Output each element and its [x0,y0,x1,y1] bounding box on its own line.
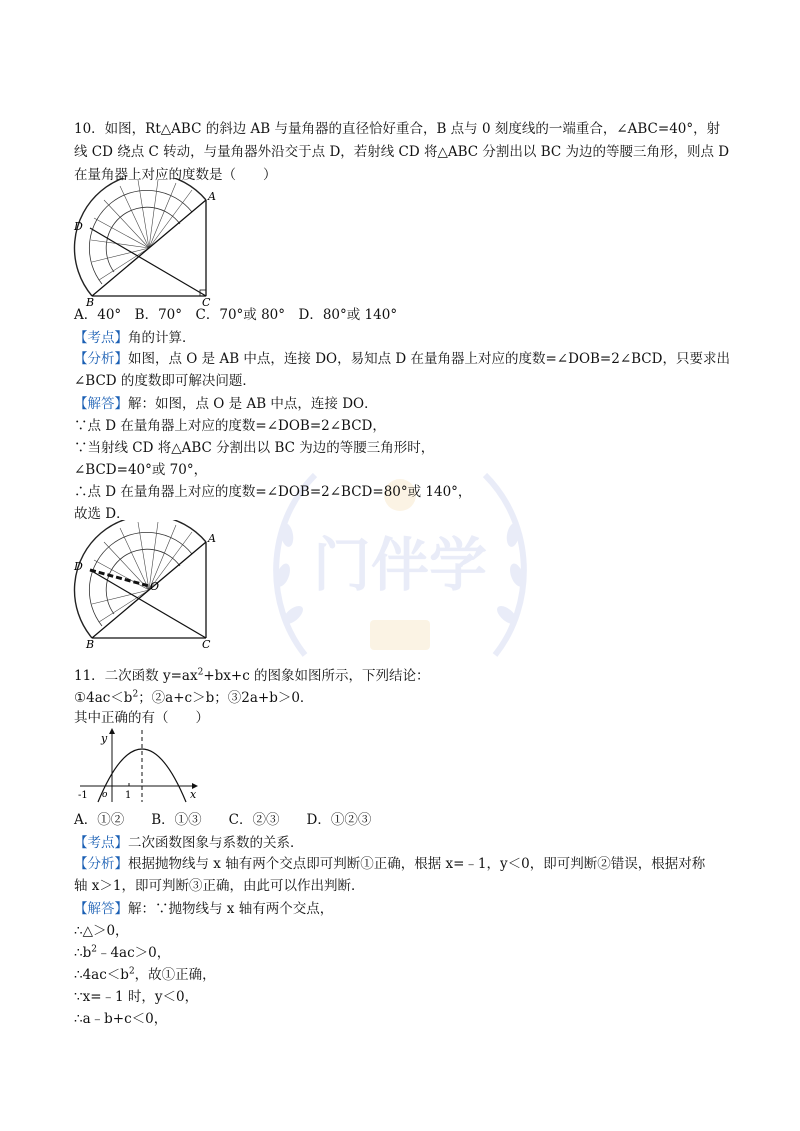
svg-text:B: B [86,638,95,650]
label-D: D [74,220,83,233]
q10-stem-line1: 10．如图，Rt△ABC 的斜边 AB 与量角器的直径恰好重合，B 点与 0 刻度线的一端重合，∠ABC=40°，射 [74,121,721,137]
q11-jieda-line4: $\therefore 4ac<b^2$，故①正确， [74,966,216,983]
q11-jieda-line2: ∴△＞0， [74,923,129,939]
tick-1: 1 [125,790,132,801]
q11-kaodian: 【考点】二次函数图象与系数的关系． [74,835,304,851]
jieda-tag: 【解答】 [74,396,128,412]
q10-options: A．40° B．70° C．70°或 80° D．80°或 140° [74,307,398,323]
label-A: A [208,190,216,203]
x-label: x [190,788,197,801]
q10-jieda-line5: ∴点 D 在量角器上对应的度数=∠DOB=2∠BCD=80°或 140°， [74,484,472,500]
label-B: B [86,296,95,308]
origin-label: o [102,790,108,800]
q11-jieda-line5: ∵x=﹣1 时，y＜0， [74,989,199,1005]
q11-jieda-line6: ∴a﹣b+c＜0， [74,1011,168,1027]
label-C: C [202,296,211,308]
watermark-text: 门伴学 [312,531,488,599]
q11-jieda-line1: 【解答】解：∵抛物线与 x 轴有两个交点， [74,901,334,917]
q11-options: A．①② B．①③ C．②③ D．①②③ [74,812,372,828]
fenxi-tag: 【分析】 [74,351,128,367]
svg-text:C: C [202,638,211,650]
q11-parabola-graph [74,726,204,806]
tick-neg1: -1 [78,790,88,801]
q10-fenxi-line1: 【分析】如图，点 O 是 AB 中点，连接 DO，易知点 D 在量角器上对应的度数=∠DOB=2∠BCD，只要求出 [74,351,730,367]
q10-jieda-line6: 故选 D． [74,506,130,522]
q11-ask: 其中正确的有（ ） [74,710,209,726]
q10-jieda-line1: 【解答】解：如图，点 O 是 AB 中点，连接 DO． [74,396,378,412]
q10-protractor-figure [72,178,232,308]
q10-stem-line2: 线 CD 绕点 C 转动，与量角器外沿交于点 D，若射线 CD 将△ABC 分割出以 BC 为边的等腰三角形，则点 D [74,144,730,160]
q11-jieda-line3: $\therefore b^2﹣4ac>0$， [74,944,171,961]
svg-text:D: D [74,560,83,573]
line-CD [90,228,206,296]
q10-jieda-line3: ∵当射线 CD 将△ABC 分割出以 BC 为边的等腰三角形时， [74,440,435,456]
q11-fenxi-line2: 轴 x＞1，即可判断③正确，由此可以作出判断． [74,878,365,894]
q10-kaodian: 【考点】角的计算． [74,330,196,346]
kaodian-tag: 【考点】 [74,330,128,346]
q10-jieda-line4: ∠BCD=40°或 70°， [74,462,208,478]
q11-stem: 11．二次函数 $y=ax^2+bx+c$ 的图象如图所示，下列结论： [74,667,430,684]
svg-text:A: A [208,532,216,545]
q10-stem-line3: 在量角器上对应的度数是（ ） [74,167,277,183]
label-O: O [150,580,160,593]
q10-protractor-figure-2 [72,520,232,650]
q10-fenxi-line2: ∠BCD 的度数即可解决问题． [74,373,256,389]
line-AB [92,200,206,296]
line-DO-dashed [90,570,149,586]
y-label: y [101,732,108,745]
q10-jieda-line2: ∵点 D 在量角器上对应的度数=∠DOB=2∠BCD， [74,418,386,434]
q11-conclusions: $①4ac<b^2$；②a+c＞b；③2a+b＞0． [74,689,314,706]
q11-fenxi-line1: 【分析】根据抛物线与 x 轴有两个交点即可判断①正确，根据 x=﹣1，y＜0，即可判断②错误，根据对称 [74,856,706,872]
